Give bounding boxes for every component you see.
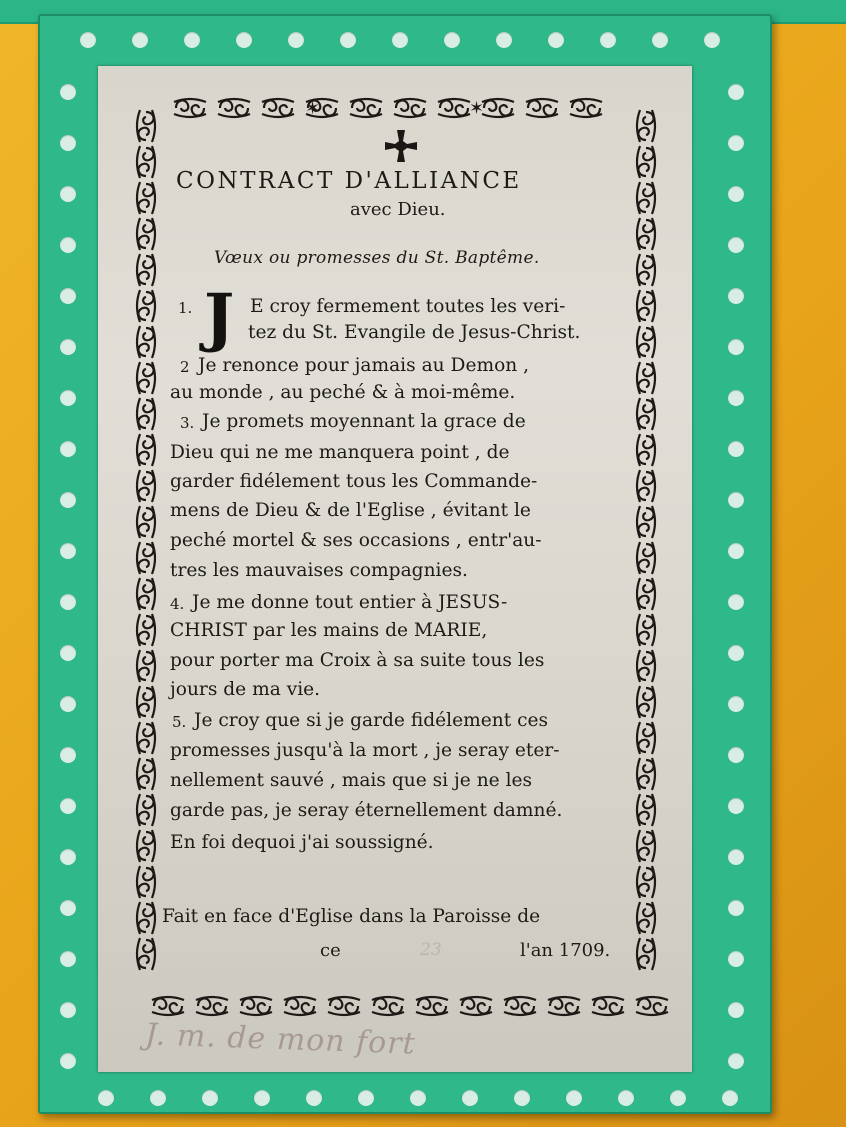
border-ornament	[262, 99, 294, 117]
mat-dot	[60, 237, 76, 253]
border-ornament	[137, 254, 155, 286]
border-ornament	[416, 997, 448, 1015]
border-ornament	[637, 686, 655, 718]
text-line: au monde , au peché & à moi-même.	[170, 382, 516, 403]
footer-year: l'an 1709.	[520, 940, 611, 961]
mat-dot	[60, 747, 76, 763]
border-ornament	[218, 99, 250, 117]
border-ornament	[137, 182, 155, 214]
mat-dot	[254, 1090, 270, 1106]
border-ornament	[637, 254, 655, 286]
footer-ce: ce	[320, 940, 341, 961]
text-line: mens de Dieu & de l'Eglise , évitant le	[170, 500, 531, 521]
mat-dot	[202, 1090, 218, 1106]
mat-dot	[60, 1002, 76, 1018]
border-ornament	[637, 758, 655, 790]
text-line: Je me donne tout entier à JESUS-	[192, 592, 508, 613]
paragraph-number: 5.	[172, 713, 187, 731]
border-ornament	[137, 650, 155, 682]
mat-dot	[306, 1090, 322, 1106]
mat-dot	[566, 1090, 582, 1106]
border-ornament	[637, 218, 655, 250]
mat-dot	[340, 32, 356, 48]
border-ornament	[350, 99, 382, 117]
mat-dot	[514, 1090, 530, 1106]
border-ornament	[637, 650, 655, 682]
mat-dot	[728, 747, 744, 763]
text-line: Je croy que si je garde fidélement ces	[194, 710, 549, 731]
border-ornament	[637, 506, 655, 538]
border-ornament	[548, 997, 580, 1015]
border-ornament	[137, 434, 155, 466]
mat-dot	[496, 32, 512, 48]
border-ornament	[570, 99, 602, 117]
mat-dot	[728, 390, 744, 406]
text-line: Je promets moyennant la grace de	[202, 411, 526, 432]
border-ornament	[137, 290, 155, 322]
mat-dot	[728, 492, 744, 508]
text-line: promesses jusqu'à la mort , je seray eter-	[170, 740, 560, 761]
border-ornament	[637, 146, 655, 178]
border-ornament	[526, 99, 558, 117]
border-ornament	[637, 578, 655, 610]
mat-dot	[410, 1090, 426, 1106]
text-line: tez du St. Evangile de Jesus-Christ.	[248, 322, 581, 343]
border-ornament	[637, 614, 655, 646]
border-ornament	[137, 866, 155, 898]
mat-dot	[728, 696, 744, 712]
mat-dot	[728, 900, 744, 916]
mat-dot	[60, 441, 76, 457]
border-ornament	[637, 830, 655, 862]
border-ornament	[637, 182, 655, 214]
border-ornament	[637, 722, 655, 754]
mat-dot	[60, 84, 76, 100]
handwritten-signature: J. m. de mon fort	[144, 1017, 417, 1062]
mat-dot	[98, 1090, 114, 1106]
border-ornament	[137, 614, 155, 646]
mat-dot	[60, 849, 76, 865]
mat-dot	[728, 441, 744, 457]
border-ornament	[637, 542, 655, 574]
border-ornament	[137, 722, 155, 754]
text-line: CHRIST par les mains de MARIE,	[170, 620, 488, 641]
border-ornament	[137, 578, 155, 610]
border-ornament	[137, 758, 155, 790]
border-ornament	[137, 362, 155, 394]
text-line: garde pas, je seray éternellement damné.	[170, 800, 563, 821]
mat-dot	[60, 186, 76, 202]
mat-dot	[728, 645, 744, 661]
mat-dot	[60, 492, 76, 508]
mat-dot	[60, 288, 76, 304]
mat-dot	[288, 32, 304, 48]
mat-dot	[600, 32, 616, 48]
mat-dot	[704, 32, 720, 48]
text-line: Dieu qui ne me manquera point , de	[170, 442, 510, 463]
mat-dot	[728, 288, 744, 304]
mat-dot	[60, 900, 76, 916]
border-ornament	[637, 326, 655, 358]
mat-dot	[728, 339, 744, 355]
border-ornament	[137, 938, 155, 970]
border-ornament	[137, 470, 155, 502]
mat-dot	[722, 1090, 738, 1106]
text-line: En foi dequoi j'ai soussigné.	[170, 832, 434, 853]
text-line: peché mortel & ses occasions , entr'au-	[170, 530, 542, 551]
border-ornament	[637, 290, 655, 322]
mat-dot	[60, 951, 76, 967]
mat-dot	[728, 849, 744, 865]
border-ornament	[637, 398, 655, 430]
border-ornament	[240, 997, 272, 1015]
border-ornament	[636, 997, 668, 1015]
border-ornament	[637, 470, 655, 502]
mat-dot	[728, 543, 744, 559]
paragraph-number: 4.	[170, 595, 185, 613]
mat-dot	[728, 186, 744, 202]
mat-dot	[60, 798, 76, 814]
border-ornament	[637, 866, 655, 898]
mat-dot	[60, 339, 76, 355]
drop-cap: J	[204, 280, 235, 355]
mat-dot	[184, 32, 200, 48]
star-ornament: ✶	[469, 98, 485, 119]
mat-dot	[728, 135, 744, 151]
mat-dot	[728, 237, 744, 253]
handwritten-date: 23	[420, 940, 442, 960]
mat-dot	[60, 543, 76, 559]
paragraph-number: 2	[180, 358, 190, 376]
text-line: jours de ma vie.	[170, 679, 321, 700]
border-ornament	[482, 99, 514, 117]
border-ornament	[137, 794, 155, 826]
document-title: CONTRACT D'ALLIANCE	[176, 168, 522, 194]
border-ornament	[137, 686, 155, 718]
border-ornament	[137, 146, 155, 178]
border-ornament	[137, 830, 155, 862]
paragraph-number: 1.	[178, 299, 193, 317]
border-ornament	[637, 938, 655, 970]
text-line: E croy fermement toutes les veri-	[250, 296, 566, 317]
mat-dot	[728, 84, 744, 100]
border-ornament	[637, 362, 655, 394]
mat-dot	[60, 1053, 76, 1069]
border-ornament	[137, 542, 155, 574]
mat-dot	[728, 951, 744, 967]
mat-dot	[548, 32, 564, 48]
border-ornament	[137, 506, 155, 538]
star-ornament: ✶	[305, 98, 321, 119]
border-ornament	[394, 99, 426, 117]
mat-dot	[728, 1002, 744, 1018]
cross-icon	[383, 128, 419, 164]
border-ornament	[196, 997, 228, 1015]
border-ornament	[137, 218, 155, 250]
document-subtitle: avec Dieu.	[350, 199, 446, 220]
border-ornament	[504, 997, 536, 1015]
border-ornament	[372, 997, 404, 1015]
text-line: nellement sauvé , mais que si je ne les	[170, 770, 533, 791]
border-ornament	[284, 997, 316, 1015]
text-line: Je renonce pour jamais au Demon ,	[198, 355, 530, 376]
mat-dot	[80, 32, 96, 48]
mat-dot	[236, 32, 252, 48]
border-ornament	[137, 326, 155, 358]
mat-dot	[132, 32, 148, 48]
vows-heading: Vœux ou promesses du St. Baptême.	[214, 248, 540, 268]
border-ornament	[137, 110, 155, 142]
border-ornament	[637, 902, 655, 934]
border-ornament	[137, 902, 155, 934]
border-ornament	[438, 99, 470, 117]
mat-dot	[60, 645, 76, 661]
text-line: garder fidélement tous les Commande-	[170, 471, 538, 492]
border-ornament	[137, 398, 155, 430]
mat-dot	[728, 1053, 744, 1069]
mat-dot	[728, 594, 744, 610]
mat-dot	[618, 1090, 634, 1106]
paragraph-number: 3.	[180, 414, 195, 432]
text-line: tres les mauvaises compagnies.	[170, 560, 468, 581]
border-ornament	[637, 794, 655, 826]
mat-dot	[150, 1090, 166, 1106]
text-line: pour porter ma Croix à sa suite tous les	[170, 650, 545, 671]
border-ornament	[460, 997, 492, 1015]
border-ornament	[174, 99, 206, 117]
border-ornament	[637, 434, 655, 466]
mat-dot	[60, 135, 76, 151]
mat-dot	[60, 594, 76, 610]
mat-dot	[728, 798, 744, 814]
border-ornament	[152, 997, 184, 1015]
mat-dot	[670, 1090, 686, 1106]
border-ornament	[637, 110, 655, 142]
border-ornament	[592, 997, 624, 1015]
mat-dot	[444, 32, 460, 48]
mat-dot	[652, 32, 668, 48]
mat-dot	[392, 32, 408, 48]
mat-dot	[60, 696, 76, 712]
mat-dot	[358, 1090, 374, 1106]
border-ornament	[328, 997, 360, 1015]
footer-line: Fait en face d'Eglise dans la Paroisse de	[162, 906, 541, 927]
mat-dot	[60, 390, 76, 406]
mat-dot	[462, 1090, 478, 1106]
